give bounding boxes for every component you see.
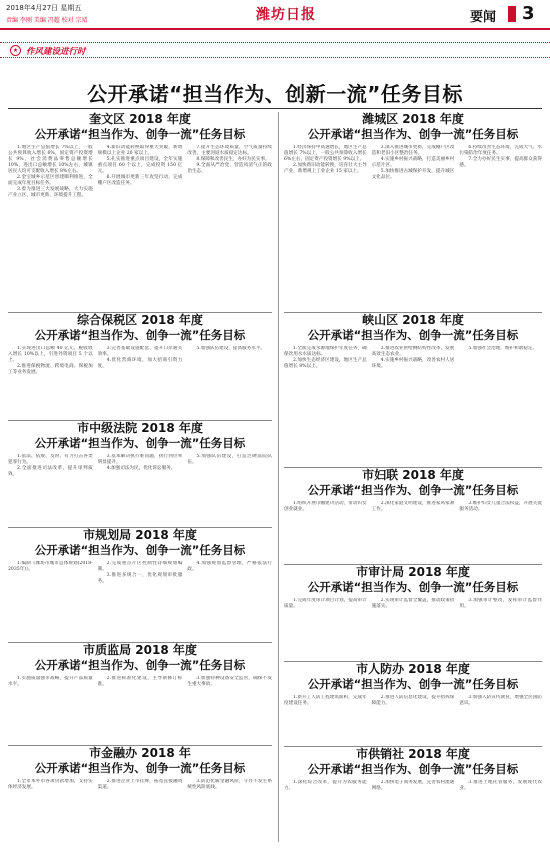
paragraph: 7.提升生态环境质量，空气质量持续改善，主要河道水质稳定达标。 [187, 145, 272, 156]
paragraph: 4.新旧动能转换取得重大突破，新增规模以上企业 20 家以上。 [97, 145, 183, 156]
paragraph: 2.深化家庭文明建设，推进家风家教工作。 [371, 501, 455, 512]
page-headline: 公开承诺“担当作为、创新一流”任务目标 [87, 82, 463, 106]
newspaper-logo: 潍坊日报 [256, 7, 316, 23]
paragraph: 3.深入推进城市更新，完成棚户区改造和老旧小区整治任务。 [371, 145, 455, 156]
paragraph: 3.防范化解金融风险，守住不发生系统性风险底线。 [187, 779, 272, 790]
paragraph: 2.推进企业上市挂牌，拓宽直接融资渠道。 [97, 779, 183, 790]
article-dept: 市质监局 2018 年度 [83, 643, 197, 657]
column-divider [278, 112, 279, 842]
paragraph: 3.推进多规合一，优化规划审批服务。 [97, 573, 183, 584]
paragraph: 2.推进人防信息化建设，提升指挥保障能力。 [371, 695, 455, 706]
paragraph: 8.保障和改善民生，办好为民实事。 [196, 157, 270, 162]
paragraph: 4.实施乡村振兴战略，改善农村人居环境。 [371, 358, 455, 369]
article-dept: 市人防办 2018 年度 [356, 662, 470, 676]
article-title: 公开承诺“担当作为、创争一流”任务目标 [307, 328, 519, 342]
paragraph: 1.新开工人防工程建筑面积，完成年度建设任务。 [284, 695, 367, 706]
article-bonded-zone [8, 312, 272, 417]
article-planning [8, 527, 272, 639]
article-title: 公开承诺“担当作为、创争一流”任务目标 [307, 127, 519, 141]
article-title: 公开承诺“担当作为、创争一流”任务目标 [34, 127, 246, 141]
article-title: 公开承诺“担当作为、创争一流”任务目标 [34, 658, 246, 672]
article-title: 公开承诺“担当作为、创争一流”任务目标 [307, 580, 519, 594]
article-dept: 市金融办 2018 年 [89, 746, 191, 760]
paragraph: 1.经济保持中高速增长，地区生产总值增长 7%以上，一般公共预算收入增长 6%左右，固定资产投资增长 9%以上。 [284, 145, 367, 162]
paragraph: 2.推进标准化建设，主导制修订标准。 [97, 676, 183, 687]
paragraph: 5.加强队伍建设，打造过硬法院队伍。 [187, 454, 272, 465]
article-title: 公开承诺“担当作为、创争一流”任务目标 [34, 328, 246, 342]
page-number: 3 [522, 3, 535, 24]
paragraph: 1.地区生产总值增长 7%以上，一般公共预算收入增长 6%，固定资产投资增长 9%，社会消费品零售总额增长 10%，进出口总额增长 10%左右，城镇居民人均可支配收入增长 8%左右。 [8, 145, 93, 174]
paragraph: 1.依法、依规、及时、有力打击各类犯罪行为。 [8, 454, 93, 465]
article-dept: 奎文区 2018 年度 [89, 112, 191, 126]
paragraph: 2.加快生态经济区建设，地区生产总值增长 8%以上。 [284, 358, 367, 369]
article-kuiwen [8, 112, 272, 310]
seal-icon: ★ [10, 45, 21, 56]
editor-credits: 责编 李刚 美编 冯超 校对 宗靖 [6, 17, 88, 24]
article-weicheng [284, 112, 542, 310]
article-title: 公开承诺“担当作为、创争一流”任务目标 [34, 543, 246, 557]
paragraph: 3.基本解决执行难问题，执行到位率明显提升。 [97, 454, 183, 465]
section-marker-bar [508, 6, 516, 22]
article-quality [8, 642, 272, 742]
article-dept: 市中级法院 2018 年度 [77, 421, 203, 435]
paragraph: 3.加强人防宣传教育，增强全民国防意识。 [459, 695, 542, 706]
article-dept: 市供销社 2018 年度 [356, 747, 470, 761]
article-court [8, 420, 272, 524]
paragraph: 2.全面推进司法改革，提升审判质效。 [8, 466, 93, 477]
article-dept: 市规划局 2018 年度 [83, 528, 197, 542]
paragraph: 1.全市本外币各项贷款增加，支持实体经济发展。 [8, 779, 93, 790]
paragraph: 5.加快推进古城保护开发，提升城区文化品位。 [371, 169, 455, 180]
paragraph: 2.推进保税物流、跨境电商、保税加工等业务发展。 [8, 364, 93, 375]
article-title: 公开承诺“担当作为、创争一流”任务目标 [34, 761, 246, 775]
paragraph: 3.维护妇女儿童合法权益，开展关爱服务活动。 [459, 501, 542, 512]
section-name: 要闻 [470, 10, 497, 25]
paragraph: 4.加强司法为民，优化诉讼服务。 [106, 466, 176, 471]
paragraph: 4.实施乡村振兴战略，打造美丽乡村示范片区。 [371, 157, 455, 168]
paragraph: 4.加强规划监督管理，严格依法行政。 [187, 561, 272, 572]
paragraph: 2.完成重点片区控制性详细规划编制。 [97, 561, 183, 572]
article-dept: 峡山区 2018 年度 [362, 313, 464, 327]
paragraph: 9.全面从严治党，营造风清气正的政治生态。 [187, 163, 272, 174]
article-civil-defense [284, 661, 542, 743]
article-dept: 潍城区 2018 年度 [362, 112, 464, 126]
article-finance [8, 745, 272, 845]
paragraph: 3.加强特种设备安全监管，确保不发生重大事故。 [187, 676, 272, 687]
paragraph: 2.实现审计监督全覆盖，推动政策措施落实。 [371, 598, 455, 609]
paragraph: 2.加快电子商务发展，完善农村流通网络。 [371, 780, 455, 791]
article-title: 公开承诺“担当作为、创争一流”任务目标 [307, 483, 519, 497]
paragraph: 1.深化综合改革，提升为农服务能力。 [284, 780, 367, 791]
paragraph: 3.完善基础设施配套，提升口岸通关效率。 [97, 346, 183, 357]
banner-slogan: 作风建设进行时 [26, 47, 86, 57]
paragraph: 6.开展城市更新三年攻坚行动，完成棚户区改造任务。 [97, 175, 183, 186]
article-womens-federation [284, 467, 542, 561]
article-title: 公开承诺“担当作为、创争一流”任务目标 [307, 762, 519, 776]
paragraph: 1.组织开展巾帼建功活动，带动妇女创业就业。 [284, 501, 367, 512]
article-dept: 市妇联 2018 年度 [362, 468, 464, 482]
paragraph: 5.加强队伍建设，提高服务水平。 [196, 346, 266, 351]
column-banner [0, 42, 550, 58]
paragraph: 1.实现进出口总额 40 亿元，税收收入增长 10%以上，引进外资项目 5 个以上。 [8, 346, 93, 363]
paragraph: 2.加快新旧动能转换，培育壮大主导产业，新增规上工业企业 15 家以上。 [284, 163, 367, 174]
paragraph: 3.加强审计整改，发挥审计监督作用。 [459, 598, 542, 609]
article-supply-cooperative [284, 746, 542, 846]
paragraph: 5.加强社会治理，维护和谐稳定。 [468, 346, 538, 351]
article-dept: 综合保税区 2018 年度 [77, 313, 203, 327]
paragraph: 3.着力推进三大发展战略，大力实施产业立区、城市更新、环境提升工程。 [8, 187, 93, 198]
paragraph: 3.推进农业供给侧结构性改革，发展高效生态农业。 [371, 346, 455, 357]
article-title: 公开承诺“担当作为、创争一流”任务目标 [307, 677, 519, 691]
paragraph: 1.编制《潍坊市城市总体规划(2018-2035年)》。 [8, 561, 93, 572]
paragraph: 1.全面完成水源地保护年度任务，确保饮用水水质达标。 [284, 346, 367, 357]
article-title: 公开承诺“担当作为、创争一流”任务目标 [34, 436, 246, 450]
headline-rule [8, 108, 542, 109]
paragraph: 7.全力办好民生实事，提高群众获得感。 [459, 157, 542, 168]
article-xiashan [284, 312, 542, 464]
paragraph: 4.优化营商环境，加大招商引资力度。 [97, 358, 183, 369]
masthead [0, 0, 550, 30]
paragraph: 2.金宝城乡示范区创建顺利推进，全面完成年度目标任务。 [8, 175, 93, 186]
paragraph: 5.扎实推进重点项目建设，全年实施重点项目 60 个以上，完成投资 150 亿元。 [97, 157, 183, 174]
paragraph: 1.实施质量强市战略，提升产品质量水平。 [8, 676, 93, 687]
paragraph: 3.推进土地托管服务，发展现代农业。 [459, 780, 542, 791]
article-dept: 市审计局 2018 年度 [356, 565, 470, 579]
issue-date: 2018年4月27日 星期五 [6, 4, 82, 12]
paragraph: 1.完成年度审计项目计划，提高审计质量。 [284, 598, 367, 609]
article-audit [284, 564, 542, 658]
paragraph: 6.持续改善生态环境，完成大气、水污染防治年度任务。 [459, 145, 542, 156]
